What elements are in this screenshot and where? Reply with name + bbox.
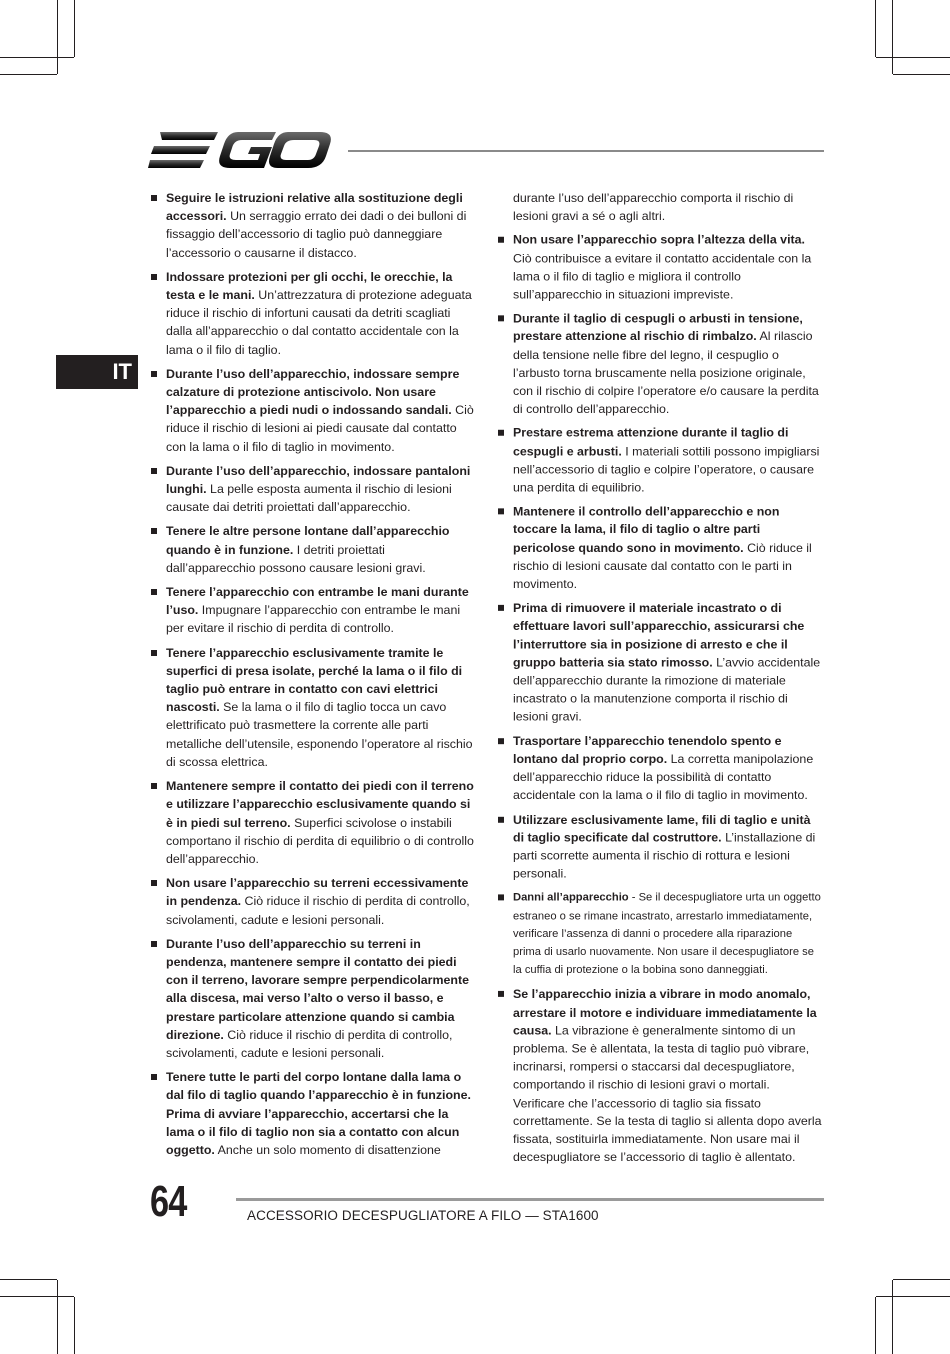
list-item bbox=[497, 732, 823, 804]
crop-mark bbox=[893, 1279, 950, 1280]
list-item bbox=[497, 424, 823, 496]
crop-mark bbox=[876, 1296, 950, 1297]
item-text: I materiali sottili possono impigliarsi nell’accessorio di taglio e colpire l’operatore, o causare una perdita di equilibrio. bbox=[513, 444, 820, 495]
bullet-icon bbox=[498, 509, 504, 515]
footer-rule bbox=[236, 1198, 824, 1201]
bullet-icon bbox=[151, 783, 157, 789]
item-text: Ciò contribuisce a evitare il contatto accidentale con la lama o il filo di taglio e migliora il controllo sull’apparecchio in situazioni impreviste. bbox=[513, 251, 812, 302]
ego-logo bbox=[148, 128, 332, 172]
list-item bbox=[497, 503, 823, 594]
item-text: Superfici scivolose o instabili comportano il rischio di perdita di equilibrio o di controllo dell’apparecchio. bbox=[166, 815, 474, 866]
item-heading: Non usare l’apparecchio sopra l’altezza della vita. bbox=[513, 233, 805, 248]
crop-mark bbox=[876, 57, 950, 58]
language-tab: IT bbox=[56, 355, 138, 389]
crop-mark bbox=[0, 1296, 74, 1297]
list-item bbox=[150, 462, 476, 517]
bullet-icon bbox=[498, 605, 504, 611]
item-text: Se la lama o il filo di taglio tocca un cavo elettrificato può trasmettere la corrente alle parti metalliche dell’utensile, esponendo l’operatore al rischio di scossa elettrica. bbox=[166, 700, 473, 769]
crop-mark bbox=[892, 1280, 893, 1354]
item-text: - Se il decespugliatore urta un oggetto estraneo o se rimane incastrato, arrestarlo immediatamente, verificare l’assenza di danni o procedere alla riparazione prima di usarlo nuovamente. Non usare il decespugliatore se la cuffia di protezione o la bobina sono danneggiati. bbox=[513, 891, 821, 977]
item-text: Ciò riduce il rischio di perdita di controllo, scivolamenti, cadute e lesioni personali. bbox=[166, 894, 470, 927]
item-text: Al rilascio della tensione nelle fibre del legno, il cespuglio o l’arbusto torna bruscamente nella posizione originale, con il rischio di colpire l’operatore e/o causare la perdita di controllo dell’apparecchio. bbox=[513, 329, 819, 417]
item-heading: Trasportare l’apparecchio tenendolo spento e lontano dal proprio corpo. bbox=[513, 733, 782, 766]
list-item bbox=[150, 189, 476, 262]
item-text: La corretta manipolazione dell’apparecchio riduce la possibilità di contatto accidentale con la lama o il filo di taglio in movimento. bbox=[513, 752, 814, 803]
item-text: I detriti proiettati dall’apparecchio possono causare lesioni gravi. bbox=[166, 542, 426, 575]
bullet-icon bbox=[151, 1074, 157, 1080]
right-column bbox=[497, 189, 823, 1172]
list-item bbox=[150, 935, 476, 1062]
item-heading: Durante l’uso dell’apparecchio, indossare sempre calzature di protezione antiscivolo. Non usare l’apparecchio a piedi nudi o indossando sandali. bbox=[166, 366, 460, 418]
item-text: Ciò riduce il rischio di lesioni causate dal contatto con le parti in movimento. bbox=[513, 540, 812, 592]
item-heading: Non usare l’apparecchio su terreni eccessivamente in pendenza. bbox=[166, 876, 469, 909]
crop-mark bbox=[893, 74, 950, 75]
bullet-icon bbox=[498, 738, 504, 744]
crop-mark bbox=[875, 0, 876, 57]
bullet-icon bbox=[151, 274, 157, 280]
item-heading: Durante l’uso dell’apparecchio su terreni in pendenza, mantenere sempre il contatto dei piedi con il terreno, lavorare sempre perpendicolarmente alla discesa, mai verso l’alto o verso il basso, e prestare particolare attenzione quando si cambia direzione. bbox=[166, 936, 469, 1042]
item-heading: Prestare estrema attenzione durante il taglio di cespugli e arbusti. bbox=[513, 426, 789, 459]
crop-mark bbox=[57, 0, 58, 74]
list-item bbox=[150, 583, 476, 638]
list-item bbox=[497, 810, 823, 882]
crop-mark bbox=[892, 0, 893, 74]
list-item-continuation bbox=[497, 189, 823, 225]
list-item bbox=[150, 268, 476, 359]
item-text: Ciò riduce il rischio di lesioni ai piedi causate dal contatto con la lama o il filo di taglio in movimento. bbox=[166, 403, 474, 454]
item-heading: Prima di rimuovere il materiale incastrato o di effettuare lavori sull’apparecchio, assicurarsi che l’interruttore sia in posizione di arresto e che il gruppo batteria sia stato rimosso. bbox=[513, 601, 805, 670]
list-item bbox=[150, 1068, 476, 1159]
item-heading: Tenere l’apparecchio esclusivamente tramite le superfici di presa isolate, perché la lama o il filo di taglio può entrare in contatto con cavi elettrici nascosti. bbox=[166, 645, 463, 715]
crop-mark bbox=[0, 1279, 57, 1280]
bullet-icon bbox=[498, 895, 504, 901]
bullet-icon bbox=[498, 237, 504, 243]
item-heading: Danni all’apparecchio bbox=[513, 891, 629, 904]
crop-mark bbox=[74, 1297, 75, 1354]
item-heading: Mantenere sempre il contatto dei piedi con il terreno e utilizzare l’apparecchio esclusivamente quando si è in piedi sul terreno. bbox=[166, 779, 474, 830]
crop-mark bbox=[74, 0, 75, 57]
bullet-icon bbox=[498, 816, 504, 822]
item-text: Un serraggio errato dei dadi o dei bulloni di fissaggio dell’accessorio di taglio può danneggiare l’accessorio o causarne il distacco. bbox=[166, 209, 467, 260]
bullet-icon bbox=[151, 195, 157, 201]
item-text: Ciò riduce il rischio di perdita di controllo, scivolamenti, cadute e lesioni personali. bbox=[166, 1027, 453, 1060]
bullet-icon bbox=[498, 316, 504, 322]
list-item bbox=[497, 310, 823, 419]
bullet-icon bbox=[498, 991, 504, 997]
list-item bbox=[150, 874, 476, 929]
list-item bbox=[497, 985, 823, 1166]
item-text: Impugnare l’apparecchio con entrambe le mani per evitare il rischio di perdita di controllo. bbox=[166, 603, 461, 636]
page-number: 64 bbox=[150, 1177, 187, 1226]
list-item bbox=[497, 599, 823, 726]
item-text: L’avvio accidentale dell’apparecchio durante la rimozione di materiale incastrato o la manutenzione comporta il rischio di lesioni gravi. bbox=[513, 655, 821, 724]
bullet-icon bbox=[151, 528, 157, 534]
item-heading: Durante il taglio di cespugli o arbusti in tensione, prestare attenzione al rischio di rimbalzo. bbox=[513, 311, 803, 344]
item-text: La vibrazione è generalmente sintomo di un problema. Se è allentata, la testa di taglio può vibrare, incrinarsi, rompersi o staccarsi dal decespugliatore, comportando il rischio di lesioni gravi o mortali. Verificare che l’accessorio di taglio sia fissato correttamente. Se la testa di taglio si allenta dopo averla fissata, sostituirla immediatamente. Non usare mai il decespugliatore se l’accessorio di taglio è allentato. bbox=[513, 1023, 822, 1165]
list-item bbox=[150, 777, 476, 868]
crop-mark bbox=[0, 57, 74, 58]
item-text: La pelle esposta aumenta il rischio di lesioni causate dai detriti proiettati dall’apparecchio. bbox=[166, 482, 452, 515]
item-heading: Se l’apparecchio inizia a vibrare in modo anomalo, arrestare il motore e individuare immediatamente la causa. bbox=[513, 987, 817, 1038]
item-heading: Seguire le istruzioni relative alla sostituzione degli accessori. bbox=[166, 191, 463, 224]
list-item bbox=[150, 522, 476, 577]
left-column bbox=[150, 189, 476, 1165]
item-heading: Utilizzare esclusivamente lame, fili di taglio e unità di taglio specificate dal costruttore. bbox=[513, 812, 811, 845]
header-rule bbox=[348, 150, 824, 152]
list-item bbox=[150, 644, 476, 771]
bullet-icon bbox=[151, 589, 157, 595]
crop-mark bbox=[57, 1280, 58, 1354]
item-text: Un’attrezzatura di protezione adeguata riduce il rischio di infortuni causati da detriti scagliati dalla all’apparecchio o dal contatto accidentale con la lama o il filo di taglio. bbox=[166, 288, 472, 357]
item-text: L’installazione di parti scorrette aumenta il rischio di rottura e lesioni personali. bbox=[513, 830, 816, 881]
bullet-icon bbox=[151, 371, 157, 377]
footer-title: ACCESSORIO DECESPUGLIATORE A FILO — STA1600 bbox=[247, 1208, 599, 1223]
bullet-icon bbox=[151, 468, 157, 474]
bullet-icon bbox=[498, 430, 504, 436]
item-heading: Durante l’uso dell’apparecchio, indossare pantaloni lunghi. bbox=[166, 463, 471, 497]
item-heading: Indossare protezioni per gli occhi, le orecchie, la testa e le mani. bbox=[166, 269, 453, 303]
list-item bbox=[497, 231, 823, 303]
list-item bbox=[150, 365, 476, 456]
item-heading: Mantenere il controllo dell’apparecchio e non toccare la lama, il filo di taglio o altre parti pericolose quando sono in movimento. bbox=[513, 504, 780, 555]
bullet-icon bbox=[151, 880, 157, 886]
list-item bbox=[497, 889, 823, 980]
bullet-icon bbox=[151, 650, 157, 656]
item-text: Anche un solo momento di disattenzione bbox=[214, 1142, 441, 1157]
item-heading: Tenere tutte le parti del corpo lontane dalla lama o dal filo di taglio quando l’apparecchio è in funzione. Prima di avviare l’apparecchio, accertarsi che la lama o il filo di taglio non sia a contatto con alcun oggetto. bbox=[166, 1070, 471, 1157]
crop-mark bbox=[0, 74, 57, 75]
bullet-icon bbox=[151, 941, 157, 947]
item-heading: Tenere le altre persone lontane dall’apparecchio quando è in funzione. bbox=[166, 524, 450, 557]
item-heading: Tenere l’apparecchio con entrambe le mani durante l’uso. bbox=[166, 585, 469, 618]
crop-mark bbox=[875, 1297, 876, 1354]
item-text: durante l’uso dell’apparecchio comporta il rischio di lesioni gravi a sé o agli altri. bbox=[513, 190, 794, 224]
